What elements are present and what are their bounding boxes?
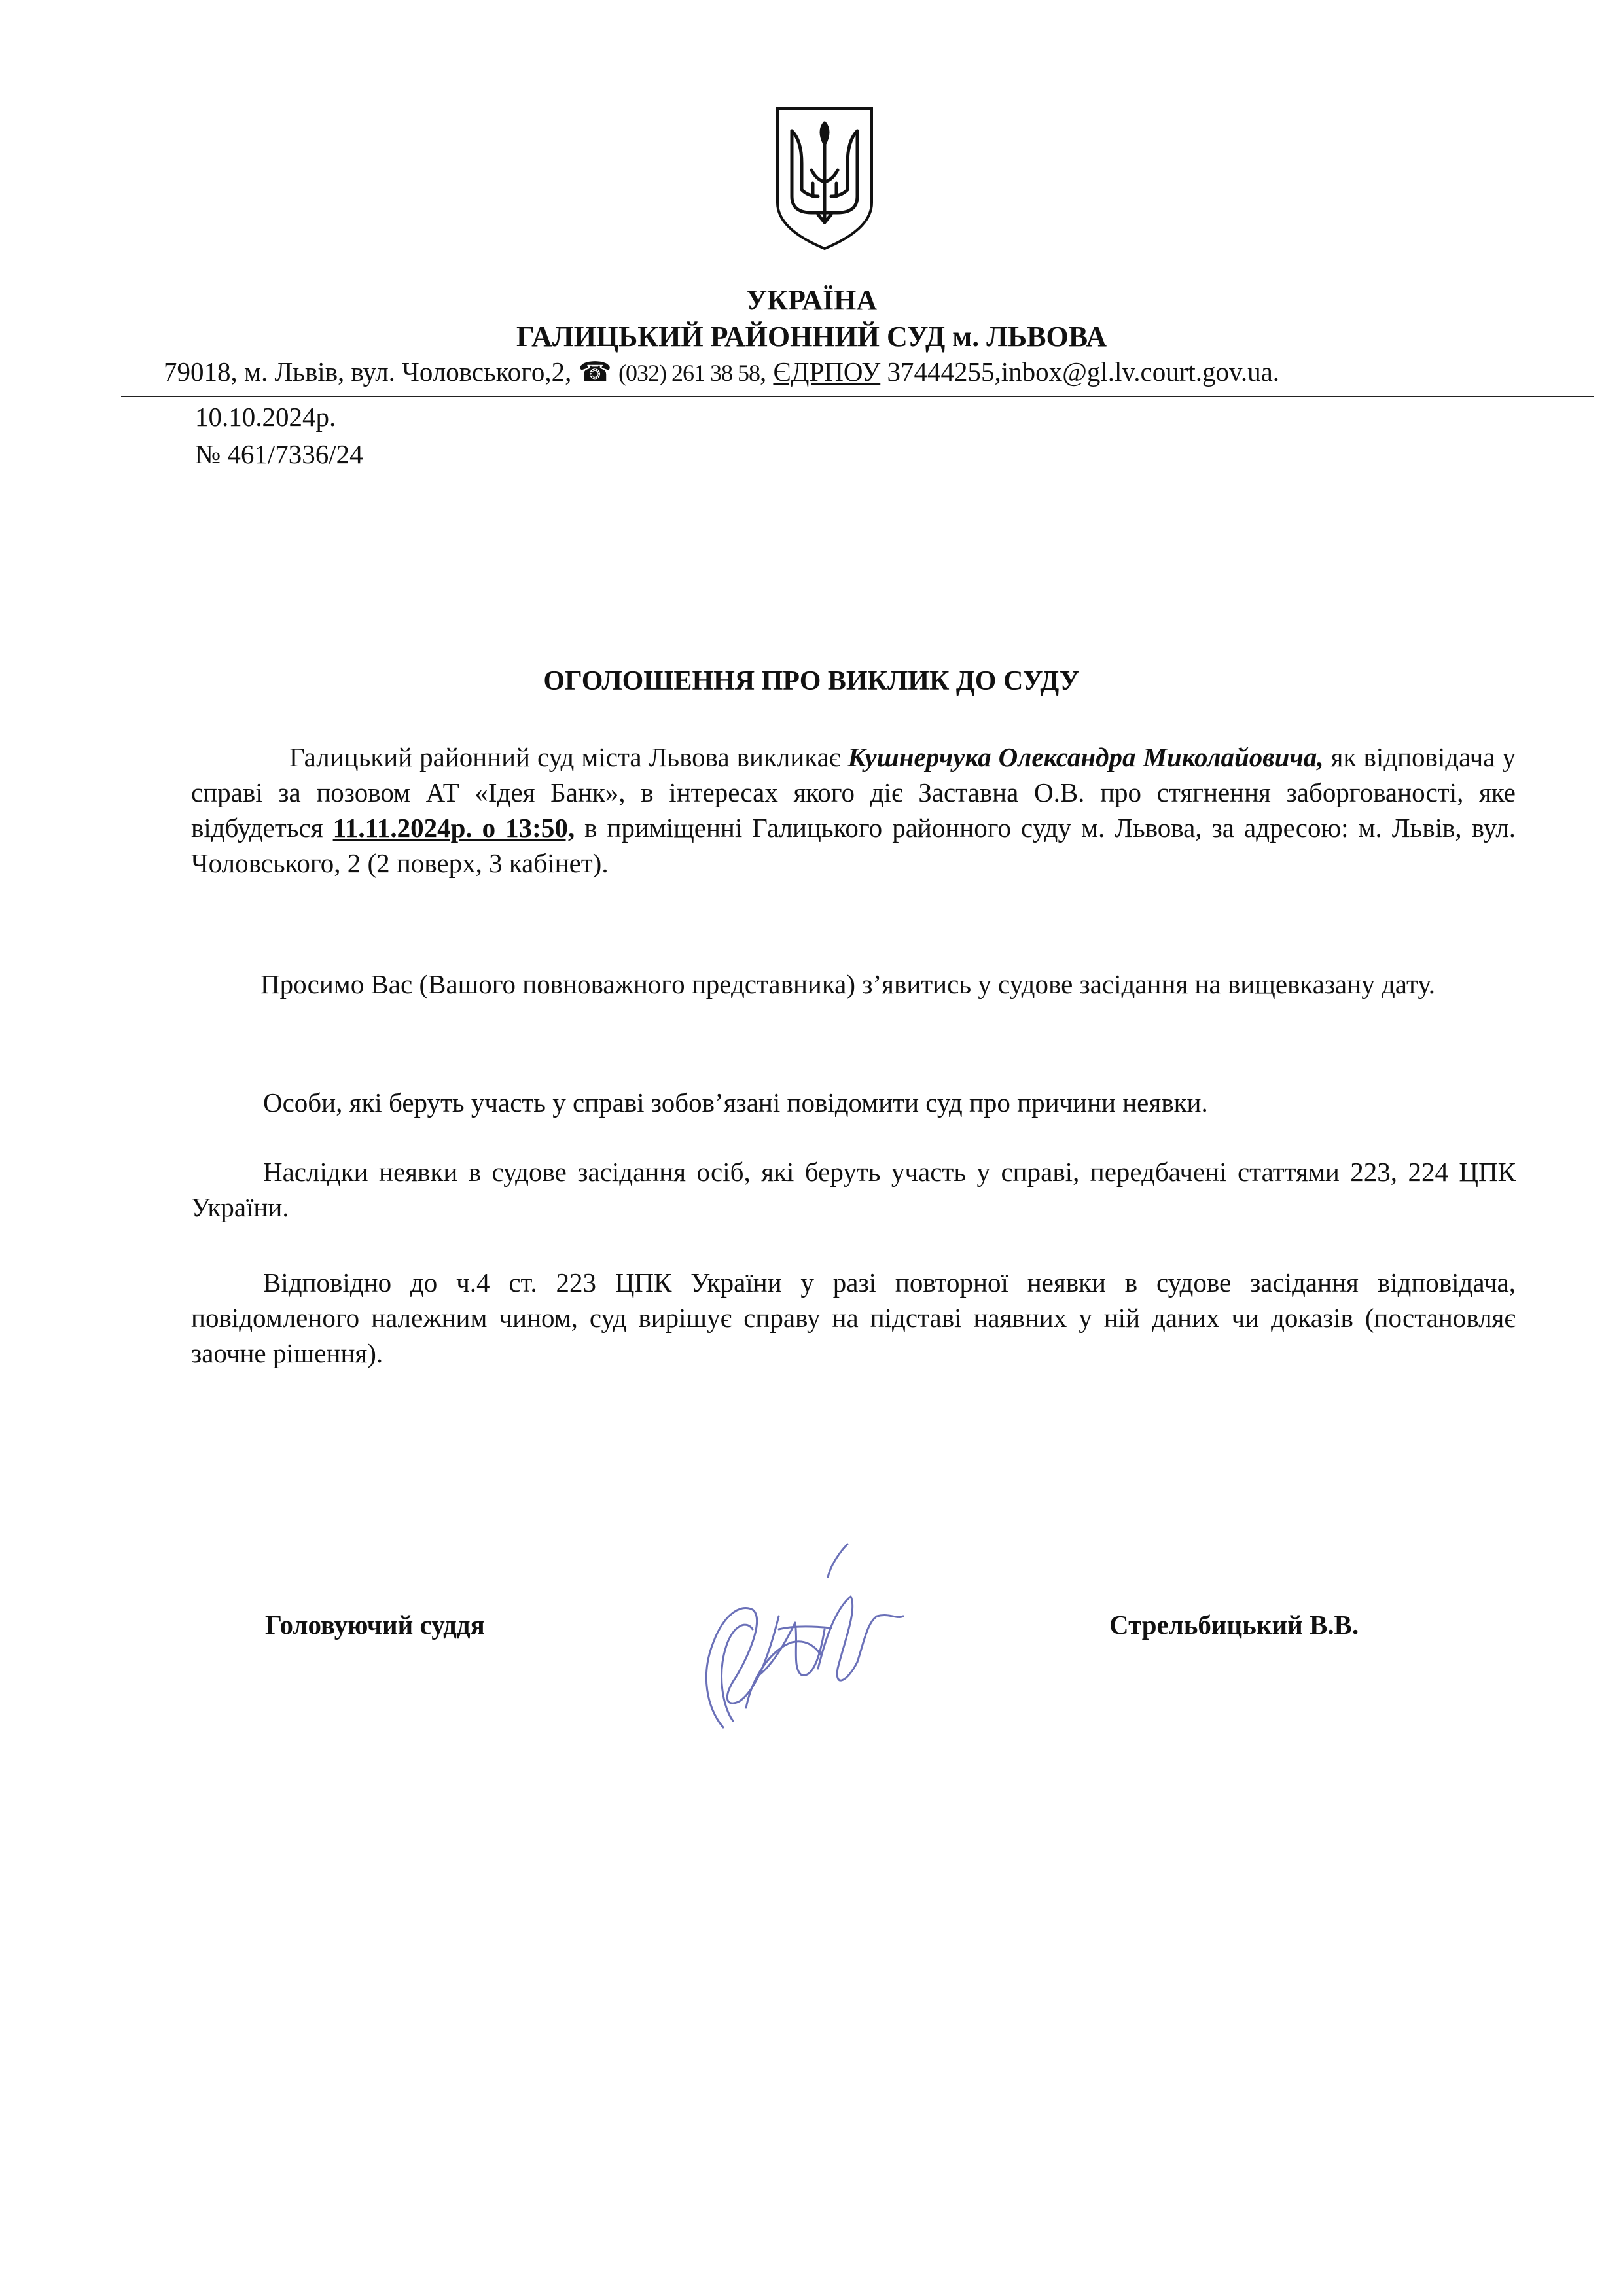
- document-title: ОГОЛОШЕННЯ ПРО ВИКЛИК ДО СУДУ: [543, 666, 1080, 696]
- handwritten-signature: [661, 1511, 910, 1747]
- header-country: УКРАЇНА: [745, 284, 878, 316]
- coat-of-arms-trident-icon: [772, 105, 877, 252]
- paragraph-consequences: Наслідки неявки в судове засідання осіб, які беруть участь у справі, передбачені статтями 223, 224 ЦПК України.: [191, 1157, 1516, 1222]
- defendant-name: Кушнерчука Олександра Миколайовича,: [847, 742, 1324, 772]
- summons-text-a: Галицький районний суд міста Львова викликає: [289, 742, 848, 772]
- paragraph-request: Просимо Вас (Вашого повноважного представника) з’явитись у судове засідання на вищевказану дату.: [260, 969, 1435, 999]
- judge-name: Стрельбицький В.В.: [1109, 1610, 1359, 1640]
- address-part1: 79018, м. Львів, вул. Чоловського,2,: [164, 357, 579, 387]
- court-address-line: [164, 359, 1279, 385]
- paragraph-default-judgment: Відповідно до ч.4 ст. 223 ЦПК України у разі повторної неявки в судове засідання відповідача, повідомленого належним чином, суд вирішує справу на підставі наявних у ній даних чи доказів (постановляє заочне рішення).: [191, 1267, 1516, 1368]
- paragraph-summons: [191, 739, 1516, 881]
- address-part2: 37444255,inbox@gl.lv.court.gov.ua.: [880, 357, 1280, 387]
- summons-text-c: в приміщенні Галицького районного суду м. Львова, за адресою: м. Львів, вул. Чоловського, 2 (2 поверх, 3 кабінет).: [191, 813, 1516, 878]
- document-date: 10.10.2024р.: [195, 402, 336, 432]
- summons-text-b: як відповідача у справі за позовом АТ «Ідея Банк», в інтересах якого діє Заставна О.В. про стягнення заборгованості, яке відбудеться: [191, 742, 1516, 843]
- document-number: № 461/7336/24: [195, 439, 363, 469]
- header-divider: [121, 396, 1594, 397]
- edrpou-label: ЄДРПОУ: [773, 357, 881, 387]
- address-sep: ,: [759, 357, 767, 387]
- header-court-name: ГАЛИЦЬКИЙ РАЙОННИЙ СУД м. ЛЬВОВА: [516, 321, 1107, 353]
- hearing-datetime: 11.11.2024р. о 13:50,: [332, 813, 575, 843]
- phone-number: (032) 261 38 58: [618, 360, 760, 386]
- phone-icon: ☎: [578, 357, 612, 387]
- signatory-role: Головуючий суддя: [265, 1610, 485, 1640]
- paragraph-obligation: Особи, які беруть участь у справі зобов’язані повідомити суд про причини неявки.: [263, 1087, 1208, 1118]
